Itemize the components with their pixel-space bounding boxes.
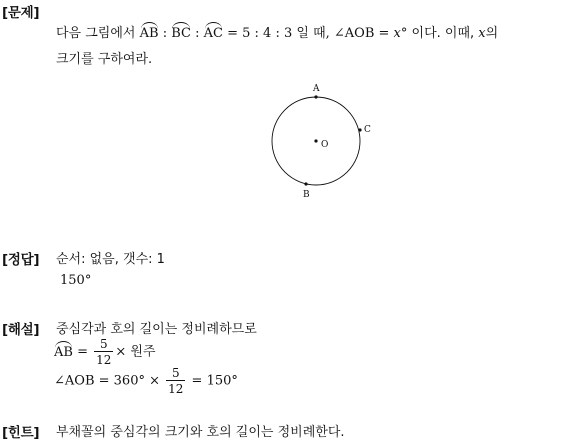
answer-value: 150° <box>60 273 92 288</box>
arc-ac: AC <box>204 23 223 41</box>
fraction-5-12-b <box>166 367 185 395</box>
answer-meta: 순서: 없음, 갯수: 1 <box>56 252 165 267</box>
problem-line-2: 크기를 구하여라. <box>56 52 153 67</box>
times-circumference: × 원주 <box>115 344 156 360</box>
x-variable: x <box>393 26 401 41</box>
hint-label: [힌트] <box>2 425 40 441</box>
problem-intro-text: 다음 그림에서 <box>56 26 140 41</box>
fraction-denominator-b: 12 <box>168 382 184 396</box>
fraction-5-12 <box>94 338 113 366</box>
point-b-label: B <box>303 190 310 200</box>
problem-line-1 <box>56 22 498 41</box>
problem-mid-text: 이다. 이때, <box>407 26 479 41</box>
explanation-line-3 <box>54 367 238 395</box>
arc-bc: BC <box>171 23 191 41</box>
problem-label: [문제] <box>2 5 40 21</box>
point-o-label: O <box>321 140 329 150</box>
angle-equation-pre: ∠AOB = 360° × <box>54 373 165 389</box>
angle-equation-result: = 150° <box>187 373 238 389</box>
point-a-dot <box>314 95 317 98</box>
problem-end-text: 의 <box>485 26 499 41</box>
explanation-line-1: 중심각과 호의 길이는 정비례하므로 <box>56 322 257 337</box>
x-variable-2: x <box>478 26 486 41</box>
colon-2: : <box>190 26 204 41</box>
explanation-arc-ab: AB <box>54 342 73 360</box>
equals-sign: = <box>72 344 93 360</box>
fraction-numerator-b: 5 <box>166 367 185 381</box>
arc-ab: AB <box>140 23 159 41</box>
point-b-dot <box>304 182 307 185</box>
colon-1: : <box>158 26 172 41</box>
fraction-denominator: 12 <box>96 353 112 367</box>
explanation-line-2 <box>54 338 156 366</box>
point-a-label: A <box>313 84 320 94</box>
ratio-text: = 5 : 4 : 3 일 때, ∠AOB = <box>222 26 394 41</box>
point-o-dot <box>314 139 317 142</box>
answer-label: [정답] <box>2 252 40 268</box>
circle-figure <box>262 80 382 202</box>
point-c-label: C <box>364 125 371 135</box>
point-c-dot <box>358 128 361 131</box>
fraction-numerator: 5 <box>94 338 113 352</box>
explanation-label: [해설] <box>2 322 40 338</box>
degree-symbol: ° <box>400 26 408 41</box>
hint-text: 부채꼴의 중심각의 크기와 호의 길이는 정비례한다. <box>56 425 345 440</box>
